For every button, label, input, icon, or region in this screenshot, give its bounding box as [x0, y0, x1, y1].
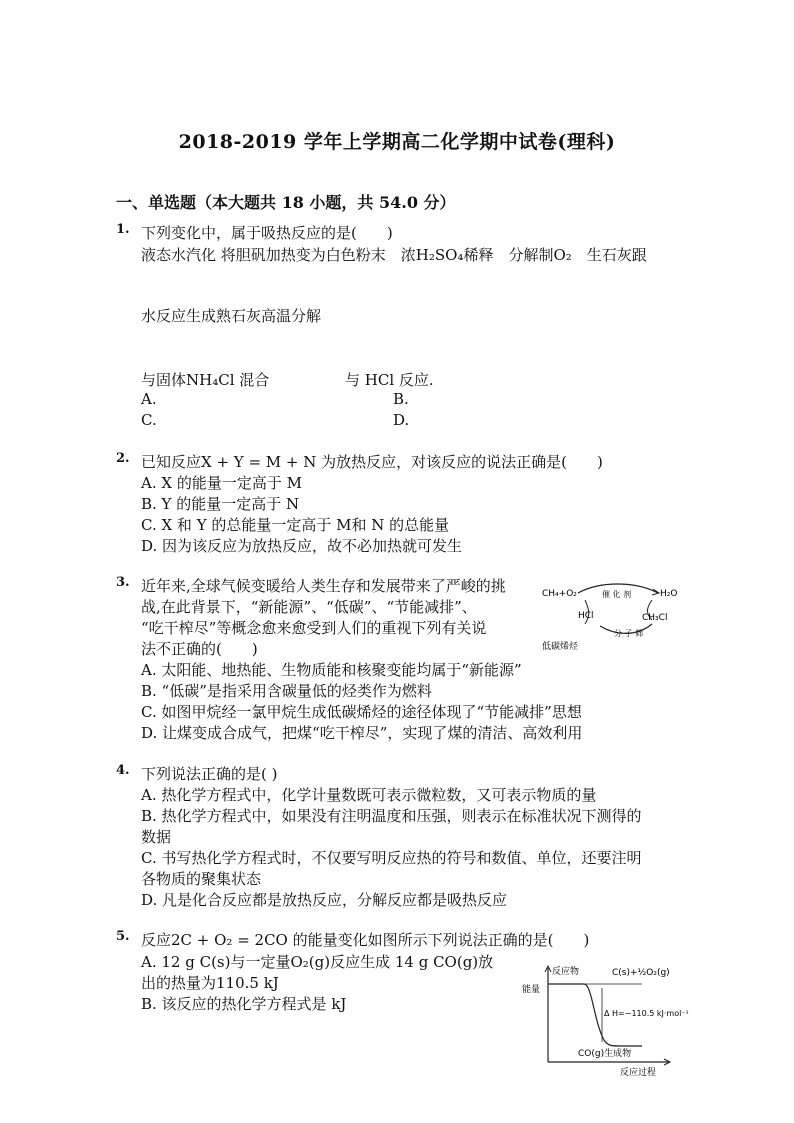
- diagram-catalyst: 催 化 剂: [602, 590, 632, 599]
- q4-option-b-line2: 数据: [141, 828, 172, 846]
- q2-number: 2.: [116, 451, 130, 466]
- q2-option-a: A. X 的能量一定高于 M: [141, 474, 302, 492]
- q5-number: 5.: [116, 929, 130, 944]
- diagram-energy-axis: 能量: [522, 985, 541, 995]
- q1-option-d: D.: [393, 411, 410, 429]
- q1-line1: 液态水汽化 将胆矾加热变为白色粉末 浓H₂SO₄稀释 分解制O₂ 生石灰跟: [141, 246, 647, 264]
- q3-stem-1: 近年来,全球气候变暖给人类生存和发展带来了严峻的挑: [141, 577, 506, 595]
- q2-option-c: C. X 和 Y 的总能量一定高于 M和 N 的总能量: [141, 516, 450, 534]
- methane-conversion-diagram: [540, 576, 690, 656]
- diagram-x-axis: 反应过程: [620, 1068, 657, 1078]
- q4-option-d: D. 凡是化合反应都是放热反应，分解反应都是吸热反应: [141, 891, 508, 909]
- q4-option-c-line2: 各物质的聚集状态: [141, 870, 262, 888]
- q5-option-a-line1: A. 12 g C(s)与一定量O₂(g)反应生成 14 g CO(g)放: [141, 953, 494, 971]
- q1-stem: 下列变化中，属于吸热反应的是( ): [141, 224, 393, 242]
- diagram-sieve: 分 子 筛: [614, 629, 644, 638]
- q3-stem-2: 战,在此背景下，“新能源”、“低碳”、“节能减排”、: [141, 598, 477, 616]
- q1-line3b: 与 HCl 反应.: [345, 371, 434, 389]
- q3-stem-4: 法不正确的( ): [141, 640, 258, 658]
- section-heading: 一、单选题（本大题共 18 小题，共 54.0 分）: [116, 193, 456, 212]
- q1-line2: 水反应生成熟石灰高温分解: [141, 307, 322, 325]
- diagram-delta-h: Δ H=−110.5 kJ·mol⁻¹: [604, 1009, 689, 1018]
- diagram-hcl: HCl: [578, 611, 594, 621]
- page-title: 2018-2019 学年上学期高二化学期中试卷(理科): [178, 131, 616, 153]
- q3-option-b: B. “低碳”是指采用含碳量低的烃类作为燃料: [141, 682, 432, 700]
- energy-profile-diagram: [520, 962, 710, 1078]
- diagram-reactant: CH₄+O₂: [542, 589, 577, 599]
- q2-option-b: B. Y 的能量一定高于 N: [141, 495, 300, 513]
- diagram-ch3cl: CH₃Cl: [642, 613, 668, 623]
- q3-stem-3: “吃干榨尽”等概念愈来愈受到人们的重视下列有关说: [141, 619, 487, 637]
- diagram-water: H₂O: [660, 589, 678, 599]
- q3-option-c: C. 如图甲烷经一氯甲烷生成低碳烯烃的途径体现了“节能减排”思想: [141, 703, 582, 721]
- q5-stem: 反应2C + O₂ = 2CO 的能量变化如图所示下列说法正确的是( ): [141, 931, 590, 949]
- q1-number: 1.: [116, 222, 130, 237]
- q1-option-c: C.: [141, 411, 157, 429]
- q4-stem: 下列说法正确的是( ): [141, 765, 278, 783]
- q4-number: 4.: [116, 763, 130, 778]
- q1-line3a: 与固体NH₄Cl 混合: [141, 371, 270, 389]
- diagram-product-label: CO(g)生成物: [578, 1049, 632, 1059]
- diagram-product: 低碳烯烃: [542, 642, 579, 652]
- q4-option-b-line1: B. 热化学方程式中，如果没有注明温度和压强，则表示在标准状况下测得的: [141, 807, 642, 825]
- q5-option-a-line2: 出的热量为110.5 kJ: [141, 974, 279, 992]
- q4-option-c-line1: C. 书写热化学方程式时，不仅要写明反应热的符号和数值、单位，还要注明: [141, 849, 642, 867]
- q3-option-a: A. 太阳能、地热能、生物质能和核聚变能均属于“新能源”: [141, 661, 522, 679]
- q4-option-a: A. 热化学方程式中，化学计量数既可表示微粒数，又可表示物质的量: [141, 786, 597, 804]
- diagram-reactant-formula: C(s)+½O₂(g): [612, 968, 670, 978]
- diagram-reactant-label: 反应物: [552, 967, 580, 977]
- q1-option-a: A.: [141, 390, 157, 408]
- q1-option-b: B.: [393, 390, 409, 408]
- q2-option-d: D. 因为该反应为放热反应，故不必加热就可发生: [141, 537, 463, 555]
- q3-number: 3.: [116, 575, 130, 590]
- q3-option-d: D. 让煤变成合成气，把煤“吃干榨尽”，实现了煤的清洁、高效利用: [141, 724, 583, 742]
- q5-option-b: B. 该反应的热化学方程式是 kJ: [141, 995, 347, 1013]
- q2-stem: 已知反应X + Y = M + N 为放热反应，对该反应的说法正确是( ): [141, 453, 603, 471]
